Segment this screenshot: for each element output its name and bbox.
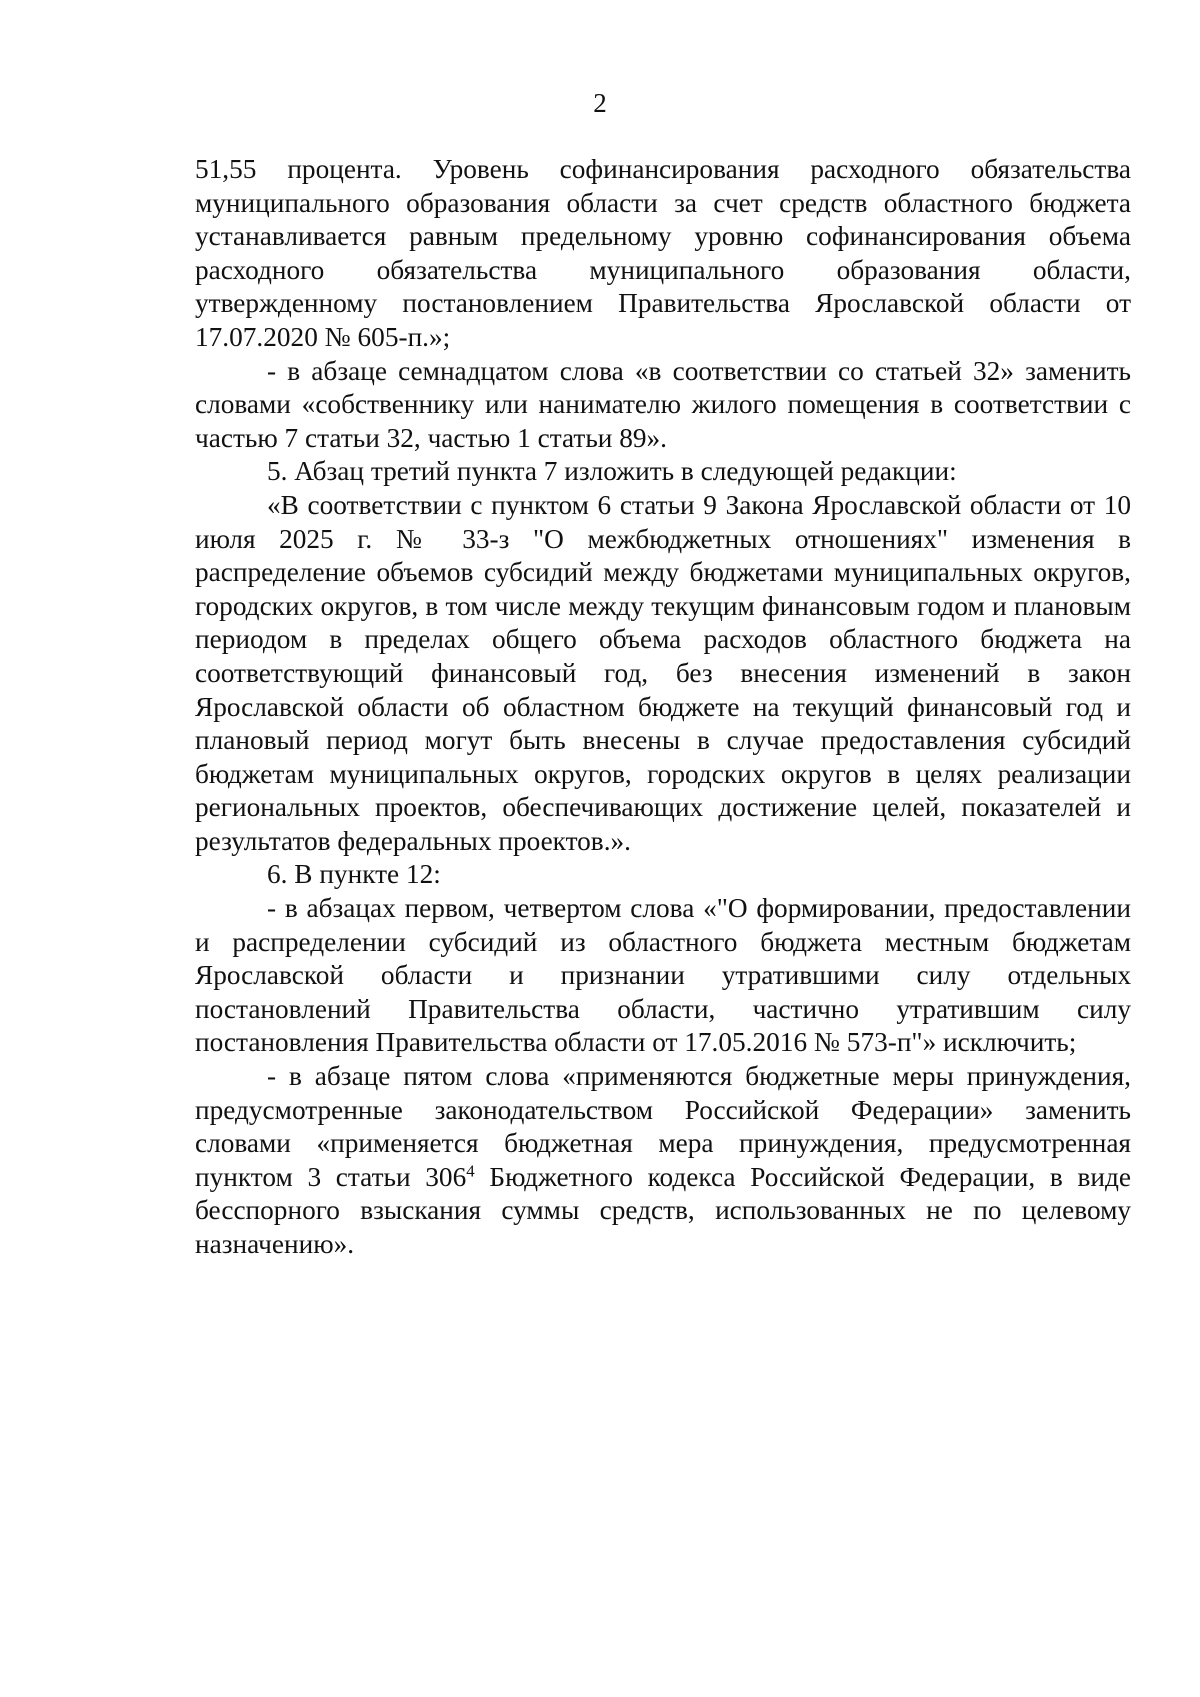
- page-number: 2: [593, 88, 607, 118]
- paragraph-item-6: 6. В пункте 12:: [267, 859, 441, 890]
- article-superscript: 4: [466, 1161, 475, 1181]
- paragraph-item-5-new-text: «В соответствии с пунктом 6 статьи 9 Закона Ярославской области от 10 июля 2025 г. № 33-з "О межбюджетных отношениях" изменения в распределение объемов субсидий между бюджетами муниципальных округов, городских округов, в том числе между текущим финансовым годом и плановым периодом в пределах общего объема расходов областного бюджета на соответствующий финансовый год, без внесения изменений в закон Ярославской области об областном бюджете на текущий финансовый год и плановый период могут быть внесены в случае предоставления субсидий бюджетам муниципальных округов, городских округов в целях реализации региональных проектов, обеспечивающих достижение целей, показателей и результатов федеральных проектов.».: [195, 489, 1131, 856]
- paragraph-item-5: 5. Абзац третий пункта 7 изложить в следующей редакции:: [267, 456, 957, 487]
- paragraph-item-6-second-amendment: [195, 1060, 1131, 1262]
- paragraph-paragraph-17-amendment: - в абзаце семнадцатом слова «в соответствии со статьей 32» заменить словами «собственнику или нанимателю жилого помещения в соответствии с частью 7 статьи 32, частью 1 статьи 89».: [195, 355, 1131, 453]
- paragraph-text-before-superscript: - в абзаце пятом слова «применяются бюджетные меры принуждения, предусмотренные законодательством Российской Федерации» заменить словами «применяется бюджетная мера принуждения, предусмотренная пунктом 3 статьи 306: [195, 1061, 1131, 1192]
- paragraph-text-after-superscript: Бюджетного кодекса Российской Федерации, в виде бесспорного взыскания суммы средств, использованных не по целевому назначению».: [195, 1161, 1132, 1259]
- document-body: [195, 153, 1131, 1262]
- paragraph-item-6-first-amendment: - в абзацах первом, четвертом слова «"О формировании, предоставлении и распределении субсидий из областного бюджета местным бюджетам Ярославской области и признании утратившими силу отдельных постановлений Правительства области, частично утратившим силу постановления Правительства области от 17.05.2016 № 573-п"» исключить;: [195, 893, 1131, 1058]
- paragraph-continuation: 51,55 процента. Уровень софинансирования расходного обязательства муниципального образования области за счет средств областного бюджета устанавливается равным предельному уровню софинансирования объема расходного обязательства муниципального образования области, утвержденному постановлением Правительства Ярославской области от 17.07.2020 № 605-п.»;: [195, 154, 1131, 352]
